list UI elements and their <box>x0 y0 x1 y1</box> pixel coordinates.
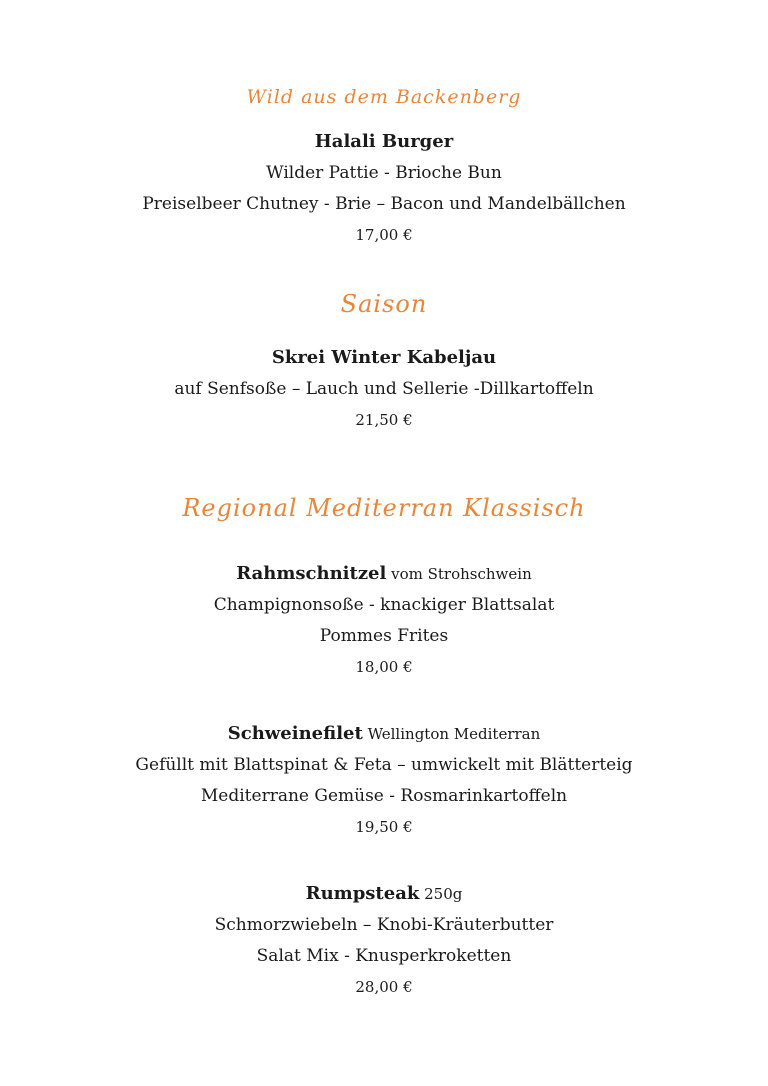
dish-skrei-kabeljau <box>0 342 768 436</box>
dish-description-line: Schmorzwiebeln – Knobi-Kräuterbutter <box>214 915 554 935</box>
dish-name: Rumpsteak <box>305 883 420 904</box>
dish-name: Schweinefilet <box>227 723 363 744</box>
dish-description-line: auf Senfsoße – Lauch und Sellerie -Dillkartoffeln <box>174 379 594 399</box>
dish-price: 21,50 € <box>355 411 413 429</box>
section-heading-wild: Wild aus dem Backenberg <box>246 86 522 108</box>
dish-description-line: Gefüllt mit Blattspinat & Feta – umwickelt mit Blätterteig <box>135 755 633 775</box>
dish-rumpsteak <box>0 878 768 1003</box>
dish-description-line: Preiselbeer Chutney - Brie – Bacon und Mandelbällchen <box>142 194 626 214</box>
dish-name-suffix: vom Strohschwein <box>386 565 532 583</box>
dish-description-line: Wilder Pattie - Brioche Bun <box>266 163 502 183</box>
dish-description-line: Mediterrane Gemüse - Rosmarinkartoffeln <box>200 786 568 806</box>
dish-rahmschnitzel <box>0 558 768 683</box>
dish-description-line: Salat Mix - Knusperkroketten <box>256 946 512 966</box>
dish-description-line: Champignonsoße - knackiger Blattsalat <box>213 595 555 615</box>
dish-price: 17,00 € <box>355 226 413 244</box>
dish-name-suffix: Wellington Mediterran <box>362 725 541 743</box>
dish-name-suffix: 250g <box>419 885 463 903</box>
dish-price: 28,00 € <box>355 978 413 996</box>
dish-description-line: Pommes Frites <box>319 626 449 646</box>
dish-schweinefilet <box>0 718 768 843</box>
dish-halali-burger <box>0 126 768 251</box>
dish-price: 19,50 € <box>355 818 413 836</box>
dish-price: 18,00 € <box>355 658 413 676</box>
dish-name: Halali Burger <box>314 131 454 152</box>
section-heading-regional: Regional Mediterran Klassisch <box>182 494 586 522</box>
dish-name: Skrei Winter Kabeljau <box>271 347 497 368</box>
dish-name: Rahmschnitzel <box>236 563 387 584</box>
section-heading-saison: Saison <box>340 290 428 318</box>
